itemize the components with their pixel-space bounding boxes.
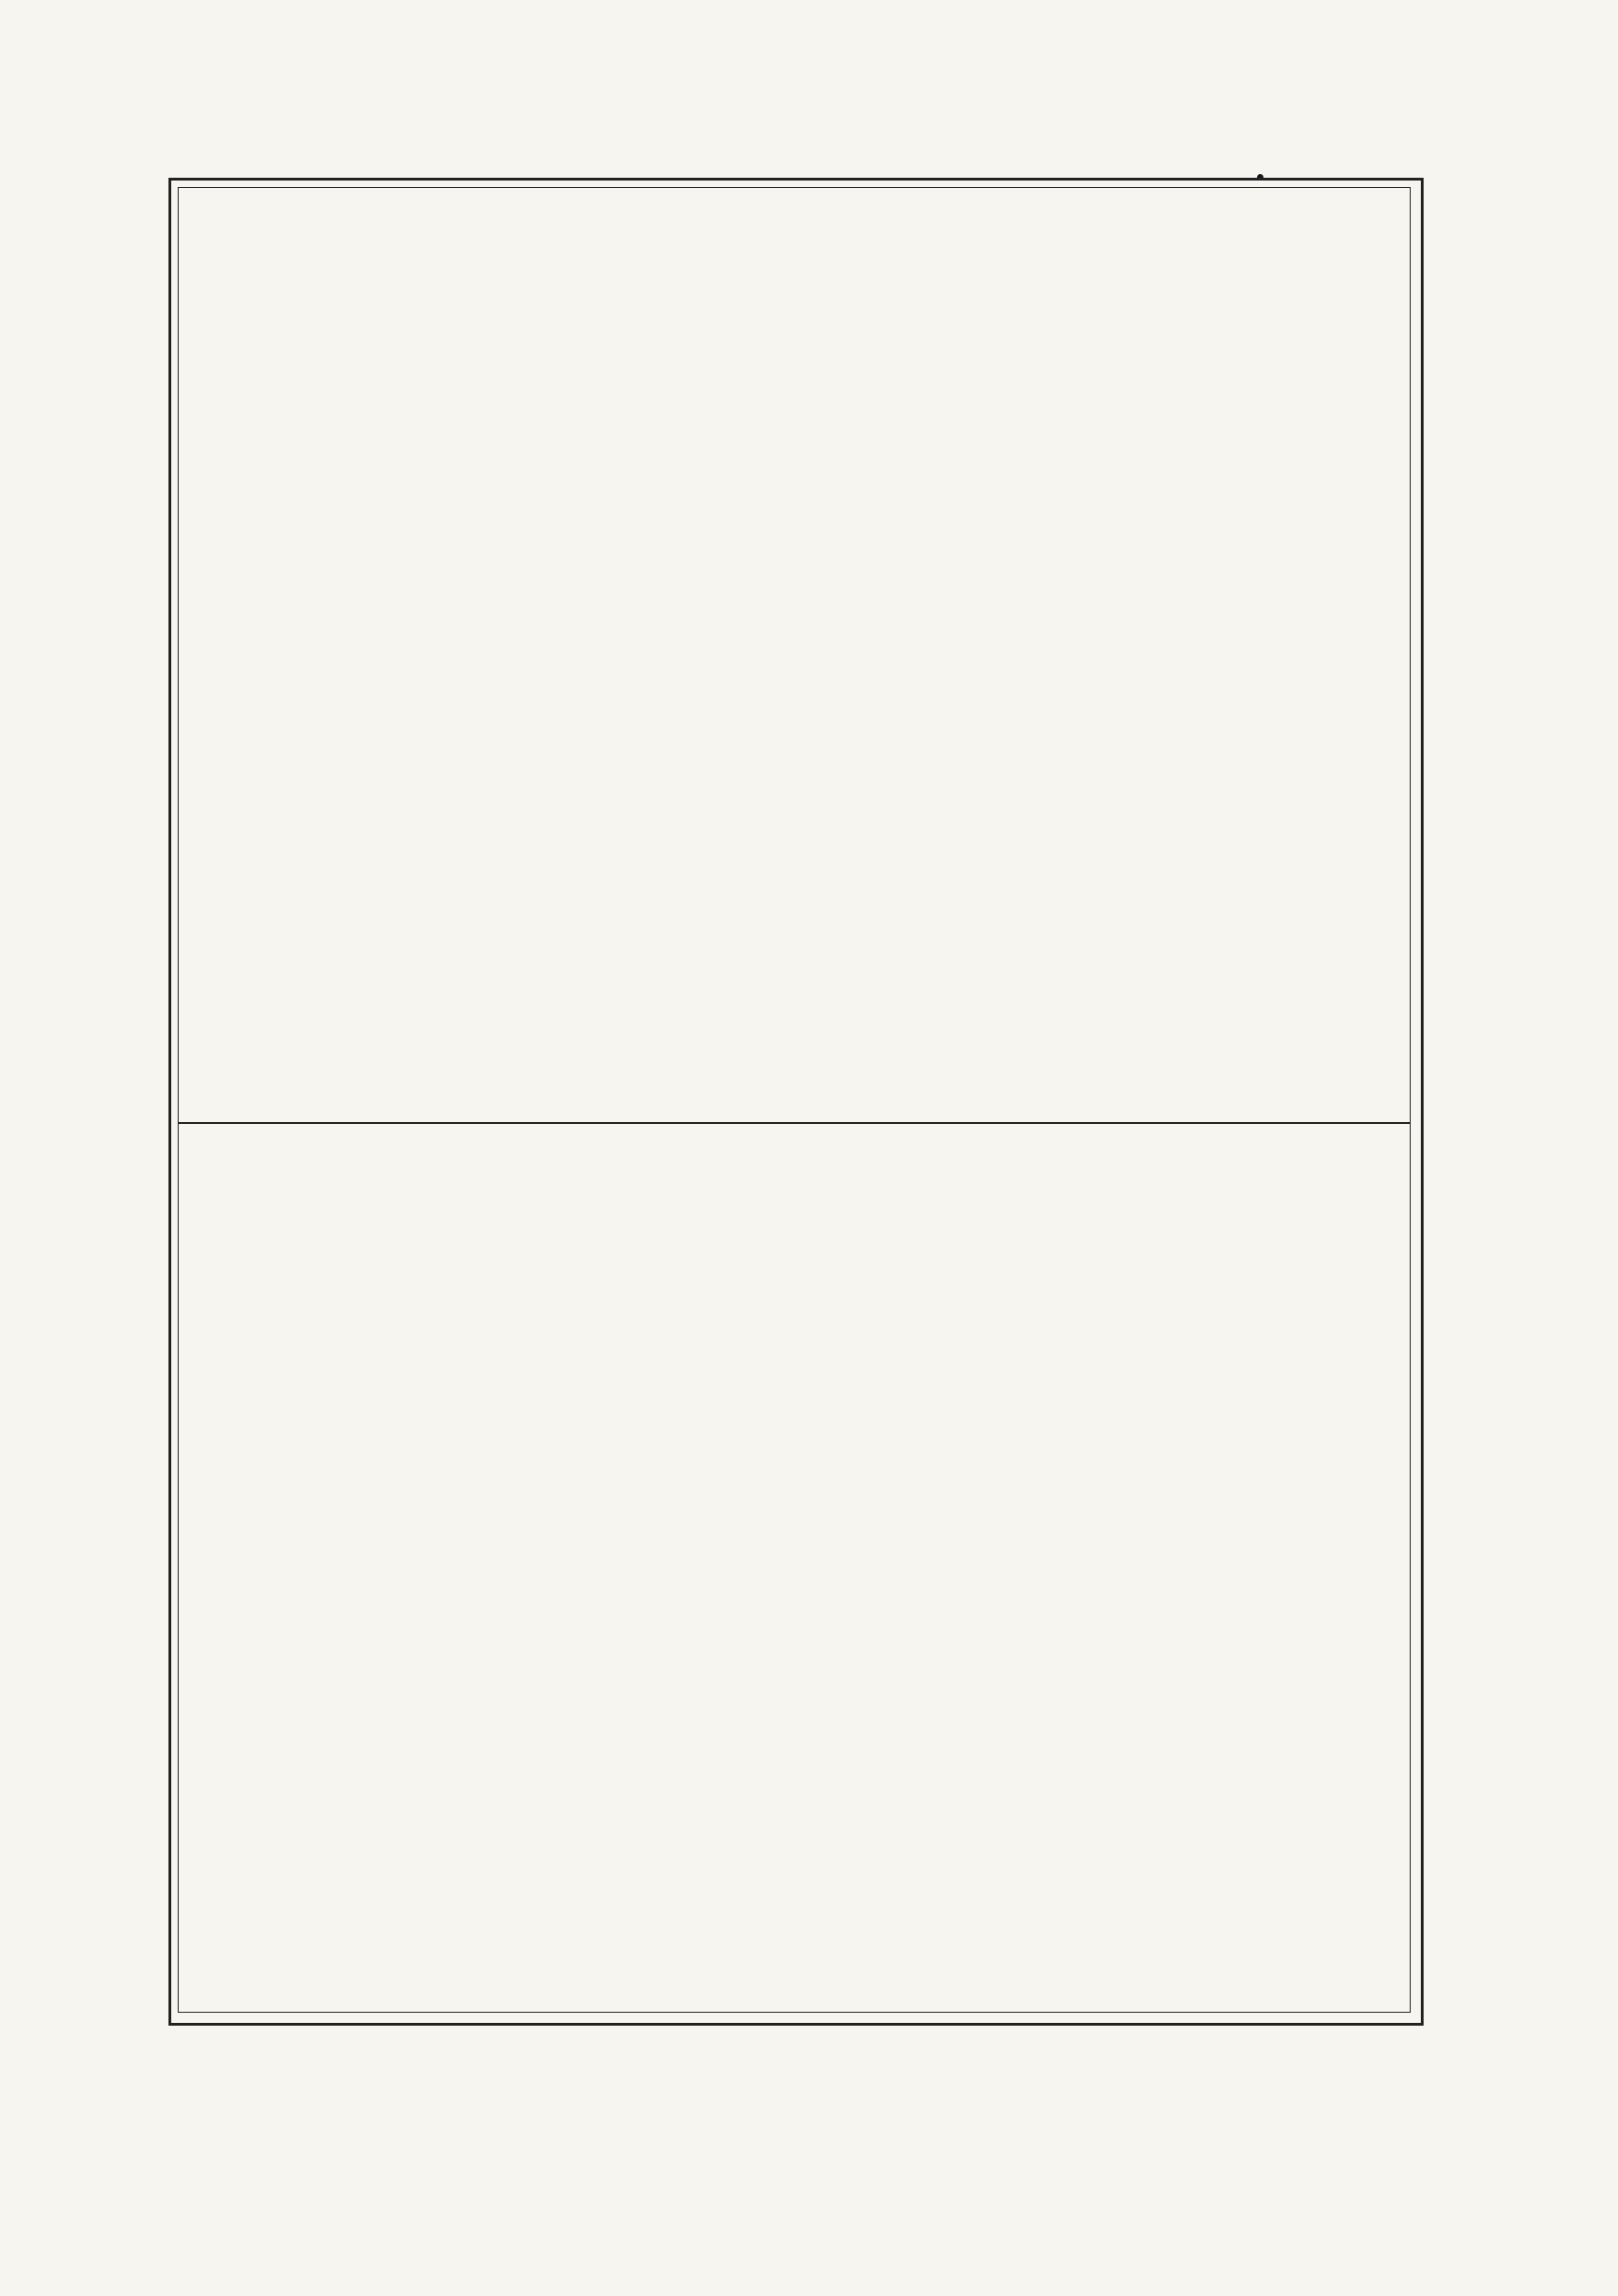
- bottom-register: [193, 1141, 1414, 2011]
- top-register: [193, 199, 1414, 1125]
